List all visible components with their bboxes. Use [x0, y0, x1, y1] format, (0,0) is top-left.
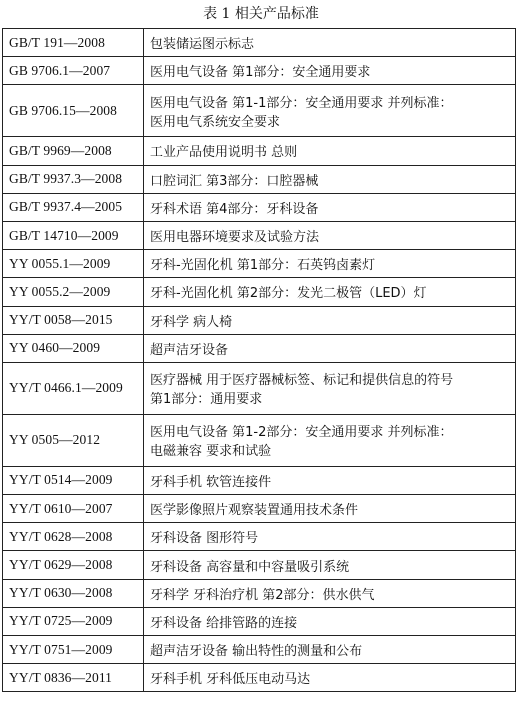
- table-row: [3, 523, 516, 551]
- table-row: [3, 362, 516, 414]
- table-row: [3, 85, 516, 137]
- table-row: [3, 334, 516, 362]
- standard-title-line: 口腔词汇 第3部分：口腔器械: [150, 173, 319, 189]
- table-caption: 表 1 相关产品标准: [203, 6, 319, 22]
- standard-code-cell: YY/T 0836—2011: [3, 664, 144, 692]
- standard-code-cell: YY 0460—2009: [3, 334, 144, 362]
- standard-title-line: 牙科手机 软管连接件: [150, 474, 272, 490]
- standard-title-cell: [144, 193, 516, 221]
- standard-title-line: 牙科学 牙科治疗机 第2部分：供水供气: [150, 587, 375, 603]
- standard-title-line: 牙科设备 给排管路的连接: [150, 615, 298, 631]
- standard-code-cell: YY/T 0610—2007: [3, 495, 144, 523]
- standard-code-cell: YY/T 0058—2015: [3, 306, 144, 334]
- standard-title-line: 医疗器械 用于医疗器械标签、标记和提供信息的符号: [150, 373, 454, 389]
- table-row: [3, 664, 516, 692]
- standard-title-cell: [144, 579, 516, 607]
- standard-code-cell: YY/T 0751—2009: [3, 636, 144, 664]
- standard-code-cell: YY/T 0628—2008: [3, 523, 144, 551]
- table-row: [3, 495, 516, 523]
- standard-title-line: 工业产品使用说明书 总则: [150, 145, 298, 161]
- standard-title-line: 超声洁牙设备 输出特性的测量和公布: [150, 644, 363, 660]
- standard-title-cell: [144, 137, 516, 165]
- standard-title-cell: [144, 414, 516, 466]
- standard-code-cell: GB 9706.1—2007: [3, 57, 144, 85]
- standard-title-line: 超声洁牙设备: [150, 342, 229, 358]
- standards-table: [2, 28, 516, 692]
- standard-title-cell: [144, 607, 516, 635]
- standard-title-cell: [144, 466, 516, 494]
- standard-title-cell: [144, 362, 516, 414]
- standard-title-cell: [144, 85, 516, 137]
- standard-title-cell: [144, 334, 516, 362]
- standard-title-line: 牙科-光固化机 第2部分：发光二极管（LED）灯: [150, 286, 427, 302]
- table-row: [3, 414, 516, 466]
- table-row: [3, 250, 516, 278]
- standard-title-cell: [144, 278, 516, 306]
- standard-title-line: 牙科术语 第4部分：牙科设备: [150, 201, 319, 217]
- standard-title-cell: [144, 29, 516, 57]
- standard-code-cell: YY/T 0629—2008: [3, 551, 144, 579]
- standard-title-cell: [144, 551, 516, 579]
- table-row: [3, 551, 516, 579]
- standard-title-line: 医用电气系统安全要求: [150, 114, 281, 130]
- standard-title-line: 第1部分：通用要求: [150, 392, 263, 408]
- standard-title-cell: [144, 57, 516, 85]
- standards-table-body: [3, 29, 516, 692]
- standard-title-line: 包装储运图示标志: [150, 37, 255, 53]
- table-row: [3, 607, 516, 635]
- standard-title-line: 牙科设备 高容量和中容量吸引系统: [150, 559, 350, 575]
- standard-title-line: 牙科-光固化机 第1部分：石英钨卤素灯: [150, 258, 376, 274]
- standard-code-cell: YY/T 0725—2009: [3, 607, 144, 635]
- standard-title-line: 牙科学 病人椅: [150, 314, 233, 330]
- table-row: [3, 221, 516, 249]
- standard-code-cell: YY/T 0466.1—2009: [3, 362, 144, 414]
- standard-title-line: 医用电气设备 第1部分：安全通用要求: [150, 65, 371, 81]
- standard-code-cell: YY 0505—2012: [3, 414, 144, 466]
- standard-title-cell: [144, 306, 516, 334]
- table-row: [3, 137, 516, 165]
- standard-title-cell: [144, 165, 516, 193]
- table-row: [3, 306, 516, 334]
- standard-title-cell: [144, 636, 516, 664]
- standard-code-cell: GB/T 14710—2009: [3, 221, 144, 249]
- standard-code-cell: GB 9706.15—2008: [3, 85, 144, 137]
- standard-title-line: 医用电气设备 第1-2部分：安全通用要求 并列标准：: [150, 425, 453, 441]
- standard-title-line: 牙科设备 图形符号: [150, 531, 259, 547]
- standard-title-cell: [144, 523, 516, 551]
- standard-title-cell: [144, 221, 516, 249]
- table-row: [3, 579, 516, 607]
- table-row: [3, 193, 516, 221]
- standard-title-line: 医用电器环境要求及试验方法: [150, 230, 320, 246]
- standard-title-line: 电磁兼容 要求和试验: [150, 444, 272, 460]
- standard-title-line: 牙科手机 牙科低压电动马达: [150, 672, 311, 688]
- standard-code-cell: GB/T 9937.4—2005: [3, 193, 144, 221]
- table-row: [3, 466, 516, 494]
- standard-code-cell: YY 0055.1—2009: [3, 250, 144, 278]
- table-row: [3, 57, 516, 85]
- standard-title-cell: [144, 250, 516, 278]
- table-row: [3, 636, 516, 664]
- standard-code-cell: GB/T 9937.3—2008: [3, 165, 144, 193]
- table-row: [3, 165, 516, 193]
- standard-code-cell: GB/T 191—2008: [3, 29, 144, 57]
- standard-code-cell: YY/T 0630—2008: [3, 579, 144, 607]
- standard-title-line: 医用电气设备 第1-1部分：安全通用要求 并列标准：: [150, 95, 453, 111]
- standard-title-cell: [144, 495, 516, 523]
- standard-title-cell: [144, 664, 516, 692]
- table-row: [3, 278, 516, 306]
- standard-code-cell: YY 0055.2—2009: [3, 278, 144, 306]
- table-row: [3, 29, 516, 57]
- standard-title-line: 医学影像照片观察装置通用技术条件: [150, 503, 359, 519]
- standard-code-cell: YY/T 0514—2009: [3, 466, 144, 494]
- standard-code-cell: GB/T 9969—2008: [3, 137, 144, 165]
